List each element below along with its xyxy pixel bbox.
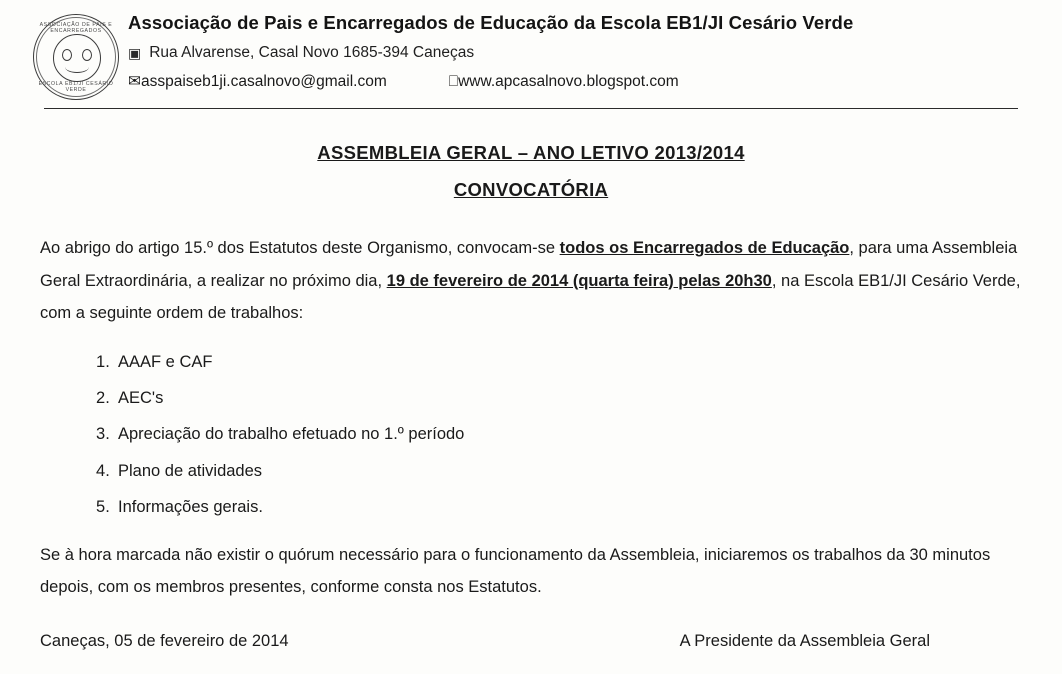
- document-title: ASSEMBLEIA GERAL – ANO LETIVO 2013/2014: [317, 142, 745, 163]
- logo-container: [24, 10, 128, 100]
- signoff-signature-title: A Presidente da Assembleia Geral: [679, 631, 930, 650]
- document-body: [0, 117, 1062, 654]
- organization-title: Associação de Pais e Encarregados de Educação da Escola EB1/JI Cesário Verde: [128, 12, 854, 33]
- agenda-list: [40, 351, 1022, 518]
- smiley-mouth: [65, 61, 89, 73]
- email-text: asspaiseb1ji.casalnovo@gmail.com: [141, 72, 387, 90]
- address-text: Rua Alvarense, Casal Novo 1685-394 Caneças: [149, 44, 475, 62]
- document-subtitle: CONVOCATÓRIA: [453, 178, 609, 200]
- address-card-icon: ▣: [128, 45, 142, 62]
- address-line: [128, 44, 1038, 62]
- association-logo: [33, 14, 119, 100]
- smiley-eye-left: [62, 49, 72, 61]
- logo-arc-top-text: ASSOCIAÇÃO DE PAIS E ENCARREGADOS: [39, 22, 113, 34]
- email-line: [128, 72, 387, 91]
- list-item: Plano de atividades: [118, 461, 263, 480]
- website-line: [449, 73, 679, 91]
- list-item: Informações gerais.: [118, 497, 263, 516]
- email-icon: ✉: [128, 73, 141, 91]
- letterhead-divider: [44, 108, 1018, 109]
- list-item: AAAF e CAF: [118, 352, 213, 371]
- paragraph-convocation: [40, 232, 1022, 329]
- emphasis-date-time: 19 de fevereiro de 2014 (quarta feira) pelas 20h30: [386, 271, 772, 290]
- logo-arc-bottom-text: ESCOLA EB1/JI CESÁRIO VERDE: [38, 81, 114, 93]
- paragraph-quorum: Se à hora marcada não existir o quórum necessário para o funcionamento da Assembleia, iniciaremos os trabalhos da 30 minutos depois, com os membros presentes, conforme consta nos Estatutos.: [40, 546, 991, 596]
- website-text: www.apcasalnovo.blogspot.com: [458, 72, 679, 90]
- monitor-icon: ⎕: [448, 72, 459, 90]
- paragraph-part-1: Ao abrigo do artigo 15.º dos Estatutos deste Organismo, convocam-se: [40, 239, 560, 258]
- signoff-row: [40, 629, 1022, 655]
- emphasis-encarregados: todos os Encarregados de Educação: [559, 239, 850, 258]
- paragraph-part-2: , para uma Assembleia Geral Extraordinária, a realizar no próximo dia,: [40, 239, 1018, 290]
- list-item: Apreciação do trabalho efetuado no 1.º período: [118, 425, 465, 444]
- letterhead: [0, 0, 1062, 117]
- signoff-place-date: Caneças, 05 de fevereiro de 2014: [40, 631, 289, 650]
- list-item: AEC's: [118, 389, 164, 408]
- contact-row: [128, 72, 1038, 91]
- smiley-face-icon: [53, 34, 101, 82]
- letterhead-text: [128, 10, 1038, 91]
- paragraph-part-3: , na Escola EB1/JI Cesário Verde, com a seguinte ordem de trabalhos:: [40, 271, 1021, 322]
- smiley-eye-right: [82, 49, 92, 61]
